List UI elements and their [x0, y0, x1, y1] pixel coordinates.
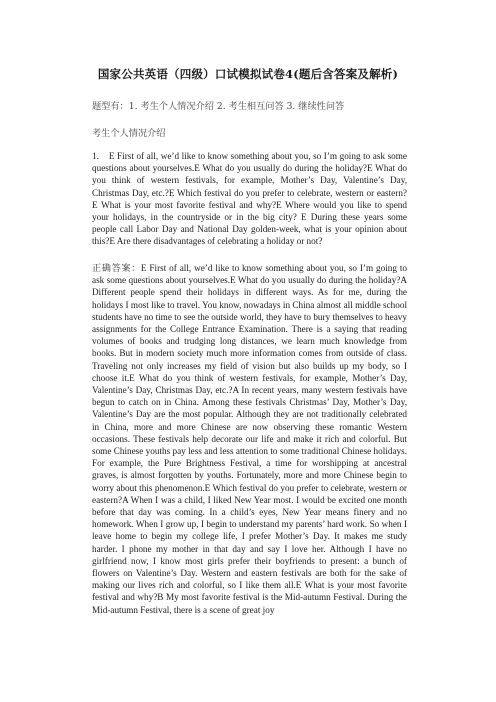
question-number: 1.	[92, 151, 99, 161]
question-paragraph	[92, 150, 407, 248]
answer-label: 正确答案：	[92, 263, 141, 273]
answer-paragraph	[92, 262, 407, 616]
answer-text: E First of all, we’d like to know something about you, so I’m going to ask some questions about yourselves.E What do you usually do during the holiday?A Different people spend their holidays in different ways. As for me, during the holidays I most like to travel. You know, nowadays in China almost all middle school students have no time to see the outside world, they have to bury themselves to heavy assignments for the College Entrance Examination. There is a saying that reading volumes of books and trudging long distances, we learn much knowledge from books. But in modern society much more information comes from outside of class. Traveling not only increases my field of vision but also builds up my body, so I choose it.E What do you think of western festivals, for example, Mother’s Day, Valentine’s Day, Christmas Day, etc.?A In recent years, many western festivals have begun to catch on in China. Among these festivals Christmas’ Day, Mother’s Day, Valentine’s Day are the most popular. Although they are not traditionally celebrated in China, more and more Chinese are now observing these romantic Western occasions. These festivals help decorate our life and make it rich and colorful. But some Chinese youths pay less and less attention to some traditional Chinese holidays. For example, the Pure Brightness Festival, a time for worshipping at ancestral graves, is almost forgotten by youths. Fortunately, more and more Chinese begin to worry about this phenomenon.E Which festival do you prefer to celebrate, western or eastern?A When I was a child, I liked New Year most. I would be excited one month before that day was coming. In a child’s eyes, New Year means finery and no homework. When I grow up, I begin to understand my parents’ hard work. So when I leave home to begin my college life, I prefer Mother’s Day. It makes me study harder. I phone my mother in that day and say I love her. Although I have no girlfriend now, I know most girls prefer their boyfriends to present: a bunch of flowers on Valentine’s Day. Western and eastern festivals are both for the sake of making our lives rich and colorful, so I like them all.E What is your most favorite festival and why?B My most favorite festival is the Mid-autumn Festival. During the Mid-autumn Festival, there is a scene of great joy	[92, 263, 407, 615]
question-text: E First of all, we’d like to know something about you, so I’m going to ask some questions about yourselves.E What do you usually do during the holiday?E What do you think of western festivals, for example, Mother’s Day, Valentine’s Day, Christmas Day, etc.?E Which festival do you prefer to celebrate, western or eastern?E What is your most favorite festival and why?E Where would you like to spend your holidays, in the countryside or in the big city? E During these years some people call Labor Day and National Day golden-week, what is your opinion about this?E Are there disadvantages of celebrating a holiday or not?	[92, 151, 407, 247]
section-heading: 考生个人情况介绍	[92, 128, 166, 139]
question-types-line: 题型有：1. 考生个人情况介绍 2. 考生相互问答 3. 继续性问答	[92, 101, 345, 112]
document-title: 国家公共英语（四级）口试模拟试卷4(题后含答案及解析)	[97, 67, 399, 81]
